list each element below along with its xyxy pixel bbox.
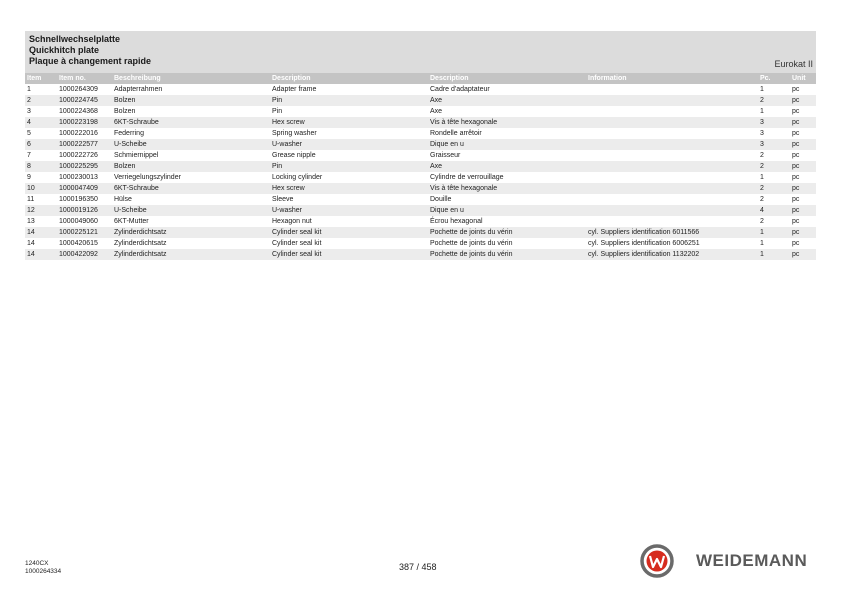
cell-unit: pc	[790, 172, 816, 183]
table-row	[25, 183, 816, 194]
cell-description-fr: Cylindre de verrouillage	[428, 172, 586, 183]
cell-information	[586, 183, 758, 194]
cell-information	[586, 84, 758, 95]
cell-item-no: 1000420615	[57, 238, 112, 249]
table-row	[25, 84, 816, 95]
parts-table	[25, 73, 816, 260]
footer-model-code: 1240CX	[25, 560, 49, 567]
cell-item: 6	[25, 139, 57, 150]
cell-description-en: Pin	[270, 95, 428, 106]
cell-pc: 2	[758, 150, 790, 161]
cell-item-no: 1000222016	[57, 128, 112, 139]
cell-item-no: 1000264309	[57, 84, 112, 95]
cell-information	[586, 139, 758, 150]
cell-beschreibung: 6KT-Mutter	[112, 216, 270, 227]
cell-item: 1	[25, 84, 57, 95]
cell-unit: pc	[790, 95, 816, 106]
cell-pc: 4	[758, 205, 790, 216]
table-row	[25, 194, 816, 205]
title-english: Quickhitch plate	[29, 45, 100, 55]
column-header-unit: Unit	[790, 73, 816, 84]
cell-unit: pc	[790, 227, 816, 238]
cell-description-en: Cylinder seal kit	[270, 227, 428, 238]
cell-pc: 1	[758, 172, 790, 183]
cell-beschreibung: 6KT-Schraube	[112, 117, 270, 128]
cell-description-en: Sleeve	[270, 194, 428, 205]
cell-item: 14	[25, 227, 57, 238]
cell-description-en: Hexagon nut	[270, 216, 428, 227]
cell-unit: pc	[790, 194, 816, 205]
cell-description-fr: Pochette de joints du vérin	[428, 238, 586, 249]
cell-unit: pc	[790, 183, 816, 194]
model-label: Eurokat II	[774, 59, 813, 69]
cell-description-en: Pin	[270, 106, 428, 117]
cell-unit: pc	[790, 249, 816, 260]
cell-information: cyl. Suppliers identification 6006251	[586, 238, 758, 249]
cell-pc: 1	[758, 238, 790, 249]
cell-description-fr: Vis à tête hexagonale	[428, 183, 586, 194]
weidemann-logo	[640, 544, 818, 578]
cell-information	[586, 161, 758, 172]
cell-description-fr: Axe	[428, 161, 586, 172]
cell-description-en: Cylinder seal kit	[270, 249, 428, 260]
cell-item-no: 1000049060	[57, 216, 112, 227]
cell-beschreibung: Bolzen	[112, 161, 270, 172]
table-row	[25, 161, 816, 172]
table-row	[25, 128, 816, 139]
cell-item: 4	[25, 117, 57, 128]
cell-item-no: 1000222726	[57, 150, 112, 161]
column-header-pc: Pc.	[758, 73, 790, 84]
cell-beschreibung: Zylinderdichtsatz	[112, 238, 270, 249]
footer-doc-number: 1000264334	[25, 568, 62, 575]
cell-item: 9	[25, 172, 57, 183]
cell-description-fr: Axe	[428, 106, 586, 117]
cell-item: 14	[25, 238, 57, 249]
cell-beschreibung: Hülse	[112, 194, 270, 205]
table-row	[25, 95, 816, 106]
cell-item: 12	[25, 205, 57, 216]
cell-description-en: U-washer	[270, 139, 428, 150]
cell-description-fr: Dique en u	[428, 139, 586, 150]
cell-information	[586, 172, 758, 183]
cell-beschreibung: Federring	[112, 128, 270, 139]
cell-pc: 2	[758, 183, 790, 194]
column-header-description-fr: Description	[428, 73, 586, 84]
cell-information	[586, 194, 758, 205]
cell-description-fr: Douille	[428, 194, 586, 205]
cell-description-fr: Écrou hexagonal	[428, 216, 586, 227]
cell-unit: pc	[790, 150, 816, 161]
cell-beschreibung: Zylinderdichtsatz	[112, 249, 270, 260]
cell-item: 7	[25, 150, 57, 161]
cell-item-no: 1000047409	[57, 183, 112, 194]
cell-item-no: 1000230013	[57, 172, 112, 183]
cell-information	[586, 117, 758, 128]
column-header-description-en: Description	[270, 73, 428, 84]
cell-beschreibung: Adapterrahmen	[112, 84, 270, 95]
column-header-beschreibung: Beschreibung	[112, 73, 270, 84]
cell-unit: pc	[790, 84, 816, 95]
cell-pc: 1	[758, 249, 790, 260]
cell-description-en: Grease nipple	[270, 150, 428, 161]
table-row	[25, 205, 816, 216]
cell-unit: pc	[790, 216, 816, 227]
cell-beschreibung: U-Scheibe	[112, 205, 270, 216]
cell-description-en: Hex screw	[270, 183, 428, 194]
title-french: Plaque à changement rapide	[29, 56, 152, 66]
cell-unit: pc	[790, 106, 816, 117]
cell-pc: 2	[758, 216, 790, 227]
cell-item: 14	[25, 249, 57, 260]
cell-description-fr: Vis à tête hexagonale	[428, 117, 586, 128]
cell-pc: 2	[758, 95, 790, 106]
footer-doc-info	[25, 560, 61, 576]
cell-description-fr: Graisseur	[428, 150, 586, 161]
cell-unit: pc	[790, 128, 816, 139]
cell-unit: pc	[790, 205, 816, 216]
cell-item: 5	[25, 128, 57, 139]
cell-beschreibung: Bolzen	[112, 95, 270, 106]
cell-item-no: 1000196350	[57, 194, 112, 205]
cell-item-no: 1000019126	[57, 205, 112, 216]
cell-item: 13	[25, 216, 57, 227]
cell-description-en: Pin	[270, 161, 428, 172]
cell-beschreibung: Verriegelungszylinder	[112, 172, 270, 183]
cell-pc: 3	[758, 117, 790, 128]
table-row	[25, 227, 816, 238]
cell-unit: pc	[790, 161, 816, 172]
table-row	[25, 172, 816, 183]
cell-item: 3	[25, 106, 57, 117]
cell-description-en: Adapter frame	[270, 84, 428, 95]
cell-item-no: 1000223198	[57, 117, 112, 128]
header-block	[25, 31, 816, 73]
cell-description-en: U-washer	[270, 205, 428, 216]
cell-description-en: Spring washer	[270, 128, 428, 139]
cell-item: 11	[25, 194, 57, 205]
cell-pc: 3	[758, 128, 790, 139]
cell-information	[586, 95, 758, 106]
cell-description-en: Locking cylinder	[270, 172, 428, 183]
cell-pc: 1	[758, 227, 790, 238]
cell-information	[586, 106, 758, 117]
cell-information: cyl. Suppliers identification 1132202	[586, 249, 758, 260]
cell-information: cyl. Suppliers identification 6011566	[586, 227, 758, 238]
cell-description-fr: Dique en u	[428, 205, 586, 216]
table-row	[25, 150, 816, 161]
cell-beschreibung: U-Scheibe	[112, 139, 270, 150]
column-header-information: Information	[586, 73, 758, 84]
cell-item-no: 1000225121	[57, 227, 112, 238]
cell-information	[586, 216, 758, 227]
cell-description-en: Hex screw	[270, 117, 428, 128]
cell-item: 8	[25, 161, 57, 172]
cell-beschreibung: Zylinderdichtsatz	[112, 227, 270, 238]
cell-unit: pc	[790, 117, 816, 128]
cell-description-en: Cylinder seal kit	[270, 238, 428, 249]
cell-item-no: 1000224745	[57, 95, 112, 106]
cell-description-fr: Pochette de joints du vérin	[428, 249, 586, 260]
cell-pc: 2	[758, 161, 790, 172]
column-header-item: Item	[25, 73, 57, 84]
cell-item-no: 1000422092	[57, 249, 112, 260]
table-row	[25, 216, 816, 227]
cell-unit: pc	[790, 238, 816, 249]
page-number: 387 / 458	[399, 562, 437, 572]
cell-description-fr: Rondelle arrêtoir	[428, 128, 586, 139]
cell-description-fr: Cadre d'adaptateur	[428, 84, 586, 95]
cell-item-no: 1000225295	[57, 161, 112, 172]
cell-pc: 1	[758, 106, 790, 117]
table-row	[25, 106, 816, 117]
cell-description-fr: Pochette de joints du vérin	[428, 227, 586, 238]
weidemann-w-logo-icon	[640, 544, 676, 578]
table-row	[25, 238, 816, 249]
table-header-row	[25, 73, 816, 84]
table-row	[25, 117, 816, 128]
cell-beschreibung: Bolzen	[112, 106, 270, 117]
column-header-item-no: Item no.	[57, 73, 112, 84]
cell-beschreibung: 6KT-Schraube	[112, 183, 270, 194]
cell-item: 10	[25, 183, 57, 194]
table-row	[25, 249, 816, 260]
cell-pc: 1	[758, 84, 790, 95]
cell-item-no: 1000222577	[57, 139, 112, 150]
table-row	[25, 139, 816, 150]
cell-information	[586, 205, 758, 216]
cell-item: 2	[25, 95, 57, 106]
cell-description-fr: Axe	[428, 95, 586, 106]
cell-item-no: 1000224368	[57, 106, 112, 117]
cell-information	[586, 128, 758, 139]
cell-beschreibung: Schmiernippel	[112, 150, 270, 161]
cell-pc: 3	[758, 139, 790, 150]
cell-unit: pc	[790, 139, 816, 150]
brand-wordmark: WEIDEMANN	[696, 551, 808, 570]
cell-pc: 2	[758, 194, 790, 205]
title-german: Schnellwechselplatte	[29, 34, 121, 44]
cell-information	[586, 150, 758, 161]
